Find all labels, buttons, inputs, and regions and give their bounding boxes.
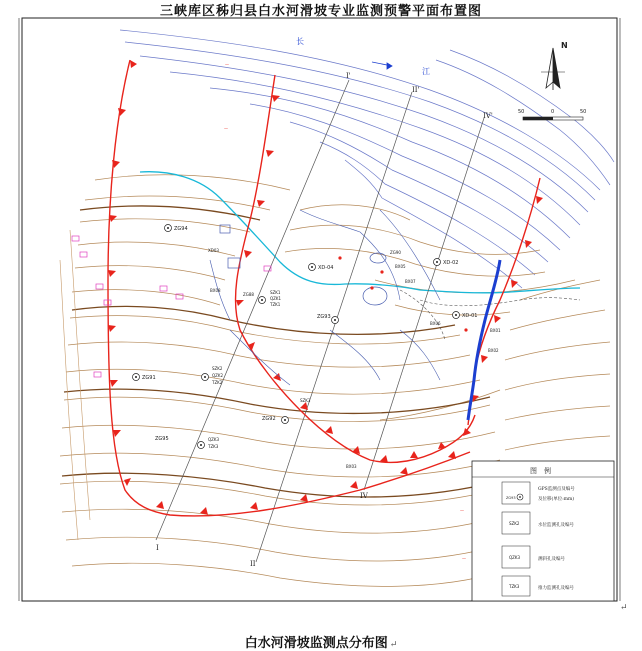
label-szk1: SZK1 [270,290,281,295]
svg-text:—: — [225,62,229,67]
legend-label-thrust: 推力监测孔及编号 [538,586,574,591]
elevation-labels [224,62,466,561]
label-qzk2: QZK2 [212,373,224,378]
river-label-right: 江 [422,67,430,76]
legend-sublabel-gps: 及位移(单位:mm) [538,497,575,502]
legend-code-water: SZK2 [509,521,520,526]
north-arrow-icon [541,41,568,90]
river-flow-arrow [372,62,392,69]
label-zg90: ZG90 [390,250,401,255]
gps-point-xd04 [309,264,334,272]
label-bx02: BX02 [488,348,499,353]
gps-label: XD-01 [462,313,478,319]
gps-label: XD-02 [443,260,459,266]
section-label-i-prime: I' [346,72,351,80]
boundary-triangles [108,60,543,515]
label-qzk1: QZK1 [270,296,282,301]
scale-label-left: 50 [518,109,525,115]
caption-return-mark: ↵ [389,640,398,650]
label-bx01: BX01 [490,328,501,333]
gps-label: XD-04 [318,265,334,271]
gps-point-xd02 [434,259,459,267]
gps-label: ZG92 [262,416,276,422]
gps-label: ZG93 [317,314,331,320]
scale-label-right: 50 [580,109,587,115]
svg-text:—: — [462,556,466,561]
gps-point-xd01 [453,312,478,320]
label-bx05: BX05 [395,264,406,269]
legend-code-gps: ZG93 [506,496,516,500]
legend-title: 图 例 [530,467,551,475]
label-bx03: BX03 [346,464,357,469]
section-label-iv-prime: IV' [483,112,493,120]
caption-text: 白水河滑坡监测点分布图 [244,636,388,651]
label-tzk3: TZK3 [208,444,219,449]
gps-point-zg92 [262,416,289,424]
legend-label-water: 水位监测孔及编号 [538,523,574,528]
section-labels [156,72,493,568]
scale-label-mid: 0 [551,109,555,115]
gps-point-zg91 [133,374,156,382]
roads [210,210,440,385]
gps-label: ZG91 [142,375,156,381]
legend-code-incline: QZK3 [509,555,521,560]
label-bx08: BX08 [210,288,221,293]
river-label-left: 长 [296,37,304,46]
scale-bar [518,109,586,120]
section-label-iv: IV [360,492,368,500]
left-contours [60,230,90,540]
label-bx07: BX07 [405,279,416,284]
paragraph-mark: ↵ [620,603,628,613]
river-contours [120,30,614,288]
label-tzk1: TZK1 [270,302,281,307]
section-label-i: I [156,544,159,552]
svg-text:—: — [460,508,464,513]
feature-labels [207,248,501,469]
landslide-boundary [108,60,540,516]
label-zg88: ZG88 [243,292,254,297]
section-label-ii: II [250,560,256,568]
label-xd03: XD03 [208,248,219,253]
gps-point-zg93 [317,314,339,324]
gps-label: ZG94 [174,226,188,232]
legend-code-thrust: TZK3 [509,584,520,589]
section-label-ii-prime: II' [412,86,420,94]
legend-label-gps: GPS监测点及编号 [538,487,575,492]
label-tzk2: TZK2 [212,380,223,385]
label-szk2: SZK2 [212,366,223,371]
label-bx06: BX06 [430,321,441,326]
svg-text:—: — [224,126,228,131]
map-title: 三峡库区秭归县白水河滑坡专业监测预警平面布置图 [159,4,482,19]
label-szk3: SZK3 [300,398,311,403]
legend [472,461,614,601]
gps-label: ZG95 [155,436,169,442]
north-label: N [561,41,568,50]
gps-point-zg94 [165,225,188,233]
map-caption [0,632,642,651]
legend-label-incline: 测斜孔及编号 [538,557,565,562]
label-qzk3: QZK3 [208,437,220,442]
